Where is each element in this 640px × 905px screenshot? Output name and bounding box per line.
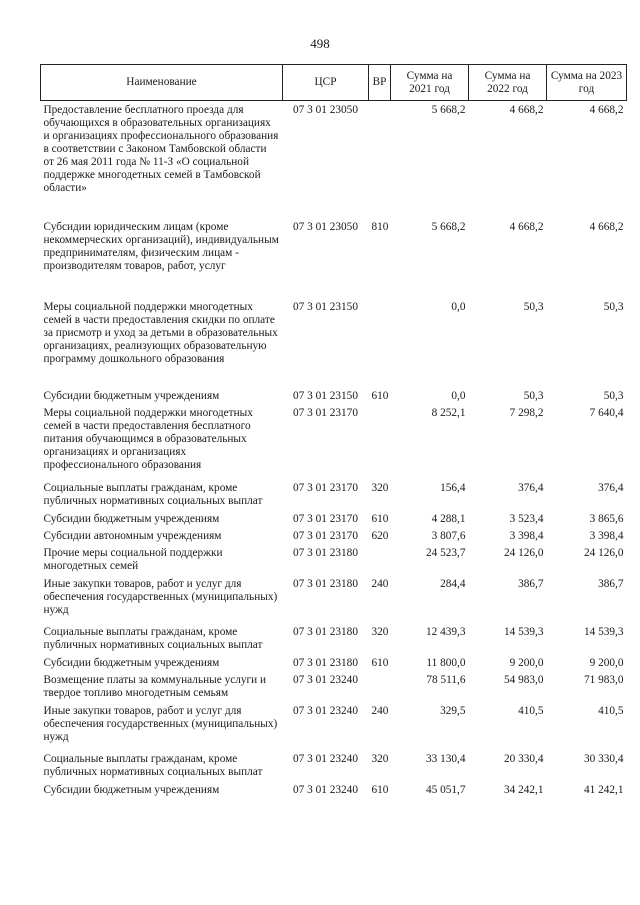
row-name: Социальные выплаты гражданам, кроме публичных нормативных социальных выплат bbox=[43, 481, 263, 507]
row-vr: 610 bbox=[371, 512, 389, 525]
row-csr: 07 3 01 23170 bbox=[293, 406, 358, 419]
row-sum-2023: 9 200,0 bbox=[589, 656, 624, 669]
table-row bbox=[41, 575, 627, 623]
row-name: Субсидии бюджетным учреждениям bbox=[43, 512, 220, 525]
row-sum-2022: 4 668,2 bbox=[509, 220, 544, 233]
table-row bbox=[41, 527, 627, 544]
table-header-row bbox=[41, 65, 627, 101]
row-vr: 240 bbox=[371, 577, 389, 590]
row-csr: 07 3 01 23170 bbox=[293, 529, 358, 542]
row-vr bbox=[369, 404, 391, 479]
row-vr bbox=[369, 544, 391, 575]
row-sum-2023: 50,3 bbox=[603, 389, 624, 402]
row-name: Предоставление бесплатного проезда для обучающихся в образовательных организациях и организациях профессионального образования в соответствии с Законом Тамбовской области от 26 мая 2011 года № 11-З «О социальной поддержке многодетных семей в Тамбовской области» bbox=[43, 104, 279, 194]
row-csr: 07 3 01 23150 bbox=[293, 300, 358, 313]
row-csr: 07 3 01 23240 bbox=[293, 752, 358, 765]
row-sum-2021: 5 668,2 bbox=[431, 220, 466, 233]
row-csr: 07 3 01 23170 bbox=[293, 481, 358, 494]
row-vr: 810 bbox=[371, 220, 389, 233]
row-name: Меры социальной поддержки многодетных семей в части предоставления скидки по оплате за присмотр и уход за детьми в образовательных организациях, реализующих образовательную программу дошкольного образования bbox=[43, 300, 278, 365]
row-sum-2021: 45 051,7 bbox=[425, 783, 466, 796]
table-row bbox=[41, 510, 627, 527]
row-name: Прочие меры социальной поддержки многодетных семей bbox=[43, 546, 223, 572]
header-sum-2023: Сумма на 2023 год bbox=[547, 65, 627, 101]
row-csr: 07 3 01 23180 bbox=[293, 546, 358, 559]
row-vr: 610 bbox=[371, 389, 389, 402]
row-sum-2022: 24 126,0 bbox=[503, 546, 544, 559]
table-row bbox=[41, 702, 627, 750]
row-sum-2023: 410,5 bbox=[598, 704, 624, 717]
row-name: Иные закупки товаров, работ и услуг для обеспечения государственных (муниципальных) нужд bbox=[43, 704, 278, 743]
row-sum-2021: 4 288,1 bbox=[431, 512, 466, 525]
row-csr: 07 3 01 23180 bbox=[293, 625, 358, 638]
header-sum-2021: Сумма на 2021 год bbox=[391, 65, 469, 101]
row-sum-2022: 54 983,0 bbox=[503, 673, 544, 686]
row-name: Субсидии бюджетным учреждениям bbox=[43, 656, 220, 669]
table-row bbox=[41, 404, 627, 479]
row-sum-2023: 50,3 bbox=[603, 300, 624, 313]
row-name: Возмещение платы за коммунальные услуги и твердое топливо многодетным семьям bbox=[43, 673, 267, 699]
row-vr: 240 bbox=[371, 704, 389, 717]
budget-table bbox=[40, 64, 627, 806]
table-row bbox=[41, 671, 627, 702]
row-sum-2022: 376,4 bbox=[518, 481, 544, 494]
row-csr: 07 3 01 23240 bbox=[293, 673, 358, 686]
row-csr: 07 3 01 23050 bbox=[293, 220, 358, 233]
row-sum-2023: 41 242,1 bbox=[583, 783, 624, 796]
row-name: Субсидии бюджетным учреждениям bbox=[43, 783, 220, 796]
row-sum-2023: 376,4 bbox=[598, 481, 624, 494]
row-sum-2021: 12 439,3 bbox=[425, 625, 466, 638]
row-csr: 07 3 01 23240 bbox=[293, 704, 358, 717]
row-sum-2022: 14 539,3 bbox=[503, 625, 544, 638]
row-vr: 320 bbox=[371, 481, 389, 494]
row-name: Субсидии бюджетным учреждениям bbox=[43, 389, 220, 402]
table-row bbox=[41, 654, 627, 671]
row-name: Меры социальной поддержки многодетных семей в части предоставления бесплатного питания обучающимся в образовательных организациях и организациях профессионального образования bbox=[43, 406, 253, 471]
table-row bbox=[41, 298, 627, 387]
row-sum-2022: 3 523,4 bbox=[509, 512, 544, 525]
row-sum-2021: 156,4 bbox=[440, 481, 466, 494]
row-sum-2021: 284,4 bbox=[440, 577, 466, 590]
row-vr: 320 bbox=[371, 752, 389, 765]
row-sum-2023: 24 126,0 bbox=[583, 546, 624, 559]
row-sum-2023: 4 668,2 bbox=[589, 104, 624, 116]
row-name: Социальные выплаты гражданам, кроме публичных нормативных социальных выплат bbox=[43, 625, 263, 651]
row-sum-2023: 30 330,4 bbox=[583, 752, 624, 765]
row-sum-2023: 71 983,0 bbox=[583, 673, 624, 686]
row-sum-2021: 0,0 bbox=[451, 300, 466, 313]
row-sum-2021: 0,0 bbox=[451, 389, 466, 402]
row-sum-2022: 4 668,2 bbox=[509, 104, 544, 116]
row-sum-2023: 3 398,4 bbox=[589, 529, 624, 542]
row-sum-2022: 34 242,1 bbox=[503, 783, 544, 796]
table-row bbox=[41, 101, 627, 218]
row-sum-2021: 33 130,4 bbox=[425, 752, 466, 765]
row-sum-2021: 8 252,1 bbox=[431, 406, 466, 419]
row-sum-2023: 14 539,3 bbox=[583, 625, 624, 638]
row-sum-2021: 5 668,2 bbox=[431, 104, 466, 116]
table-row bbox=[41, 781, 627, 806]
row-vr bbox=[369, 671, 391, 702]
row-sum-2022: 3 398,4 bbox=[509, 529, 544, 542]
row-sum-2021: 78 511,6 bbox=[426, 673, 466, 686]
table-row bbox=[41, 479, 627, 510]
table-body bbox=[41, 101, 627, 806]
row-vr: 610 bbox=[371, 783, 389, 796]
row-sum-2022: 50,3 bbox=[523, 300, 544, 313]
table-row bbox=[41, 218, 627, 298]
row-vr: 610 bbox=[371, 656, 389, 669]
table-row bbox=[41, 623, 627, 654]
header-name: Наименование bbox=[41, 65, 283, 101]
row-name: Субсидии юридическим лицам (кроме некоммерческих организаций), индивидуальным предпринимателям, физическим лицам - производителям товаров, работ, услуг bbox=[43, 220, 279, 272]
row-sum-2022: 410,5 bbox=[518, 704, 544, 717]
row-vr bbox=[369, 101, 391, 218]
row-sum-2023: 7 640,4 bbox=[589, 406, 624, 419]
table-row bbox=[41, 750, 627, 781]
table-row bbox=[41, 387, 627, 404]
page-number: 498 bbox=[310, 36, 330, 51]
header-vr: ВР bbox=[369, 65, 391, 101]
row-sum-2022: 9 200,0 bbox=[509, 656, 544, 669]
row-sum-2022: 50,3 bbox=[523, 389, 544, 402]
row-sum-2021: 11 800,0 bbox=[426, 656, 466, 669]
row-csr: 07 3 01 23170 bbox=[293, 512, 358, 525]
row-sum-2021: 24 523,7 bbox=[425, 546, 466, 559]
row-sum-2021: 3 807,6 bbox=[431, 529, 466, 542]
row-name: Социальные выплаты гражданам, кроме публичных нормативных социальных выплат bbox=[43, 752, 263, 778]
table-row bbox=[41, 544, 627, 575]
row-vr: 320 bbox=[371, 625, 389, 638]
row-sum-2023: 3 865,6 bbox=[589, 512, 624, 525]
header-csr: ЦСР bbox=[283, 65, 369, 101]
header-sum-2022: Сумма на 2022 год bbox=[469, 65, 547, 101]
row-name: Иные закупки товаров, работ и услуг для обеспечения государственных (муниципальных) нужд bbox=[43, 577, 278, 616]
row-sum-2021: 329,5 bbox=[440, 704, 466, 717]
row-name: Субсидии автономным учреждениям bbox=[43, 529, 222, 542]
row-sum-2023: 386,7 bbox=[598, 577, 624, 590]
row-sum-2022: 386,7 bbox=[518, 577, 544, 590]
row-sum-2022: 20 330,4 bbox=[503, 752, 544, 765]
row-csr: 07 3 01 23240 bbox=[293, 783, 358, 796]
row-sum-2022: 7 298,2 bbox=[509, 406, 544, 419]
row-csr: 07 3 01 23050 bbox=[293, 104, 358, 116]
row-vr: 620 bbox=[371, 529, 389, 542]
row-csr: 07 3 01 23180 bbox=[293, 577, 358, 590]
row-sum-2023: 4 668,2 bbox=[589, 220, 624, 233]
row-csr: 07 3 01 23180 bbox=[293, 656, 358, 669]
row-csr: 07 3 01 23150 bbox=[293, 389, 358, 402]
row-vr bbox=[369, 298, 391, 387]
